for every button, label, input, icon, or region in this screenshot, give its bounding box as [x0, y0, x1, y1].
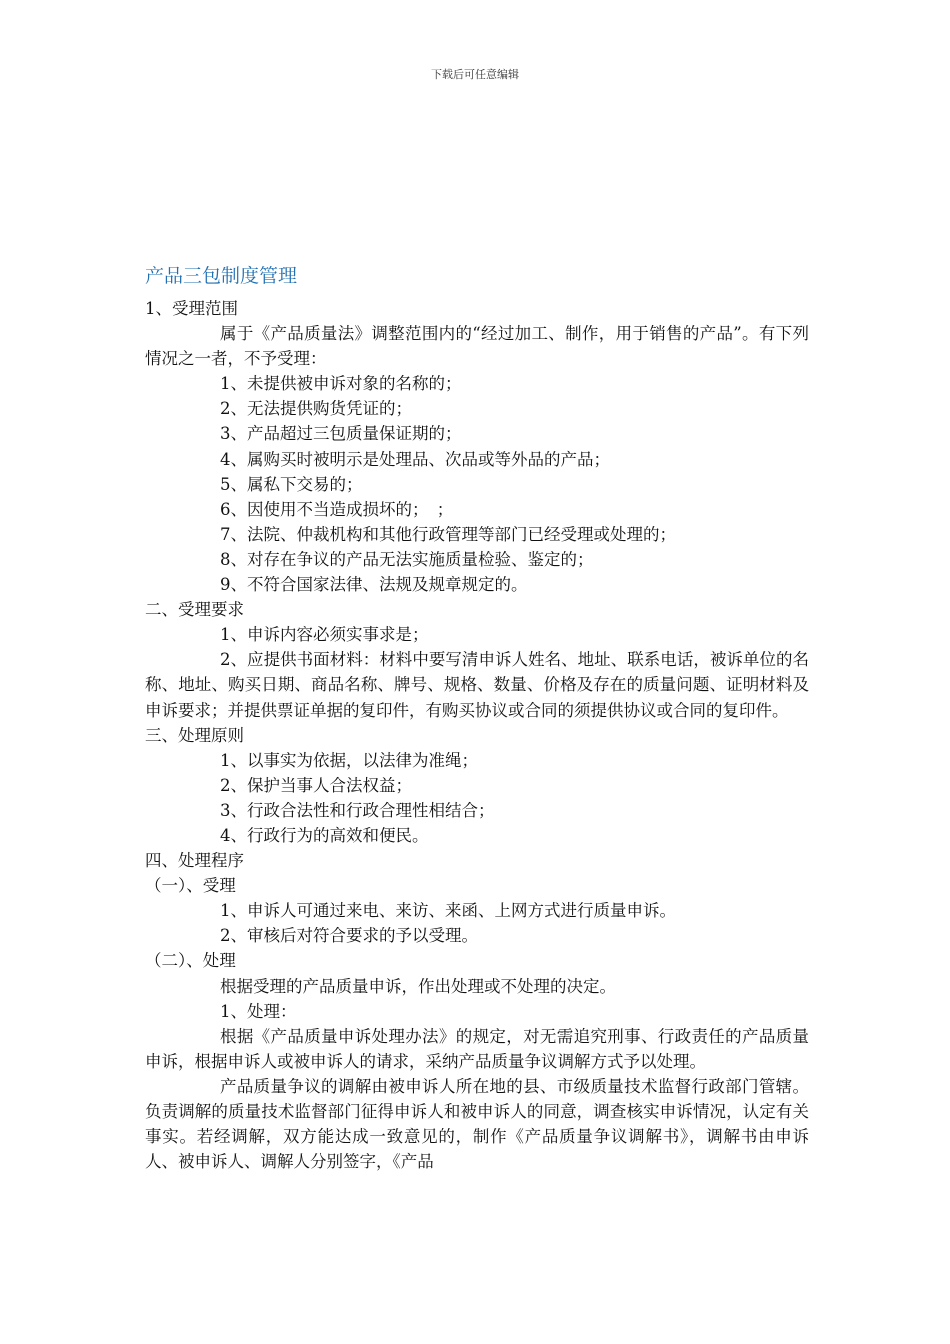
- list-item: 8、对存在争议的产品无法实施质量检验、鉴定的；: [220, 549, 594, 569]
- section-heading-requirements: 二、受理要求: [145, 600, 244, 620]
- subsection-heading-acceptance: （一）、受理: [145, 876, 236, 896]
- list-item: 1、以事实为依据，以法律为准绳；: [220, 750, 478, 770]
- requirements-paragraph: 2、应提供书面材料：材料中要写清申诉人姓名、地址、联系电话，被诉单位的名称、地址、购买日期、商品名称、牌号、规格、数量、价格及存在的质量问题、证明材料及申诉要求；并提供票证单据的复印件，有购买协议或合同的须提供协议或合同的复印件。: [145, 650, 809, 720]
- list-item: 1、未提供被申诉对象的名称的；: [220, 374, 462, 394]
- list-item: 6、因使用不当造成损坏的； ；: [220, 499, 454, 519]
- handling-intro: 根据受理的产品质量申诉，作出处理或不处理的决定。: [220, 976, 616, 996]
- list-item: 4、行政行为的高效和便民。: [220, 825, 429, 845]
- scope-intro-paragraph: 属于《产品质量法》调整范围内的“经过加工、制作，用于销售的产品”。有下列情况之一者，不予受理：: [145, 324, 809, 369]
- document-title: 产品三包制度管理: [145, 265, 298, 287]
- list-item: 3、产品超过三包质量保证期的；: [220, 424, 462, 444]
- list-item: 9、不符合国家法律、法规及规章规定的。: [220, 575, 528, 595]
- subsection-heading-handling: （二）、处理: [145, 951, 236, 971]
- handling-paragraph: 产品质量争议的调解由被申诉人所在地的县、市级质量技术监督行政部门管辖。负责调解的质量技术监督部门征得申诉人和被申诉人的同意，调查核实申诉情况，认定有关事实。若经调解，双方能达成一致意见的，制作《产品质量争议调解书》，调解书由申诉人、被申诉人、调解人分别签字，《产品: [145, 1076, 809, 1172]
- list-item: 1、申诉内容必须实事求是；: [220, 625, 429, 645]
- list-item: 2、审核后对符合要求的予以受理。: [220, 926, 478, 946]
- section-heading-principles: 三、处理原则: [145, 725, 244, 745]
- section-heading-scope: 1、受理范围: [145, 299, 238, 318]
- list-item: 7、法院、仲裁机构和其他行政管理等部门已经受理或处理的；: [220, 524, 676, 544]
- section-heading-procedure: 四、处理程序: [145, 851, 244, 871]
- handling-paragraph: 根据《产品质量申诉处理办法》的规定，对无需追究刑事、行政责任的产品质量申诉，根据申诉人或被申诉人的请求，采纳产品质量争议调解方式予以处理。: [145, 1026, 809, 1071]
- list-item: 2、无法提供购货凭证的；: [220, 399, 412, 419]
- header-note: 下载后可任意编辑: [431, 68, 519, 81]
- list-item: 1、处理：: [220, 1001, 297, 1021]
- list-item: 3、行政合法性和行政合理性相结合；: [220, 800, 495, 820]
- list-item: 4、属购买时被明示是处理品、次品或等外品的产品；: [220, 449, 610, 469]
- list-item: 2、保护当事人合法权益；: [220, 775, 412, 795]
- document-body: [145, 296, 809, 1174]
- list-item: 1、申诉人可通过来电、来访、来函、上网方式进行质量申诉。: [220, 901, 676, 921]
- list-item: 5、属私下交易的；: [220, 474, 363, 494]
